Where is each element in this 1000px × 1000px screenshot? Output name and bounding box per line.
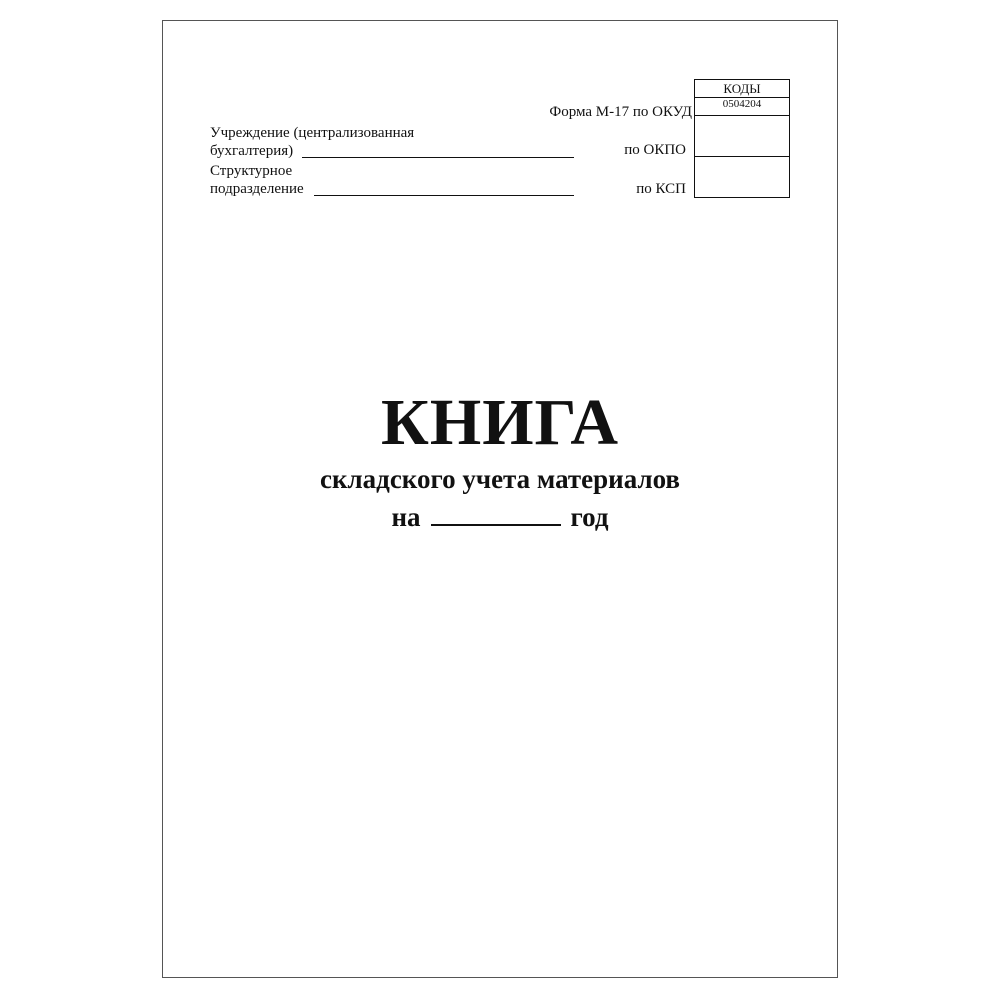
year-line [0, 500, 1000, 534]
year-suffix: год [570, 502, 609, 532]
division-fill-line [314, 195, 574, 196]
year-fill-line [431, 502, 561, 526]
form-okud-label: Форма М-17 по ОКУД [549, 104, 692, 120]
institution-label-line2: бухгалтерия) [210, 143, 294, 159]
institution-fill-line [302, 157, 574, 158]
division-label-line1: Структурное [210, 163, 293, 179]
division-label-line2: подразделение [210, 181, 304, 197]
okpo-label: по ОКПО [624, 142, 686, 158]
okpo-code-cell [695, 116, 790, 157]
book-subtitle: складского учета материалов [319, 464, 681, 494]
year-prefix: на [391, 502, 421, 532]
codes-table [694, 79, 790, 198]
book-title: КНИГА [381, 386, 619, 459]
institution-label-line1: Учреждение (централизованная [210, 125, 415, 141]
ksp-code-cell [695, 157, 790, 198]
codes-header: КОДЫ [695, 80, 790, 98]
ksp-label: по КСП [636, 181, 686, 197]
okud-code-cell: 0504204 [695, 98, 790, 116]
